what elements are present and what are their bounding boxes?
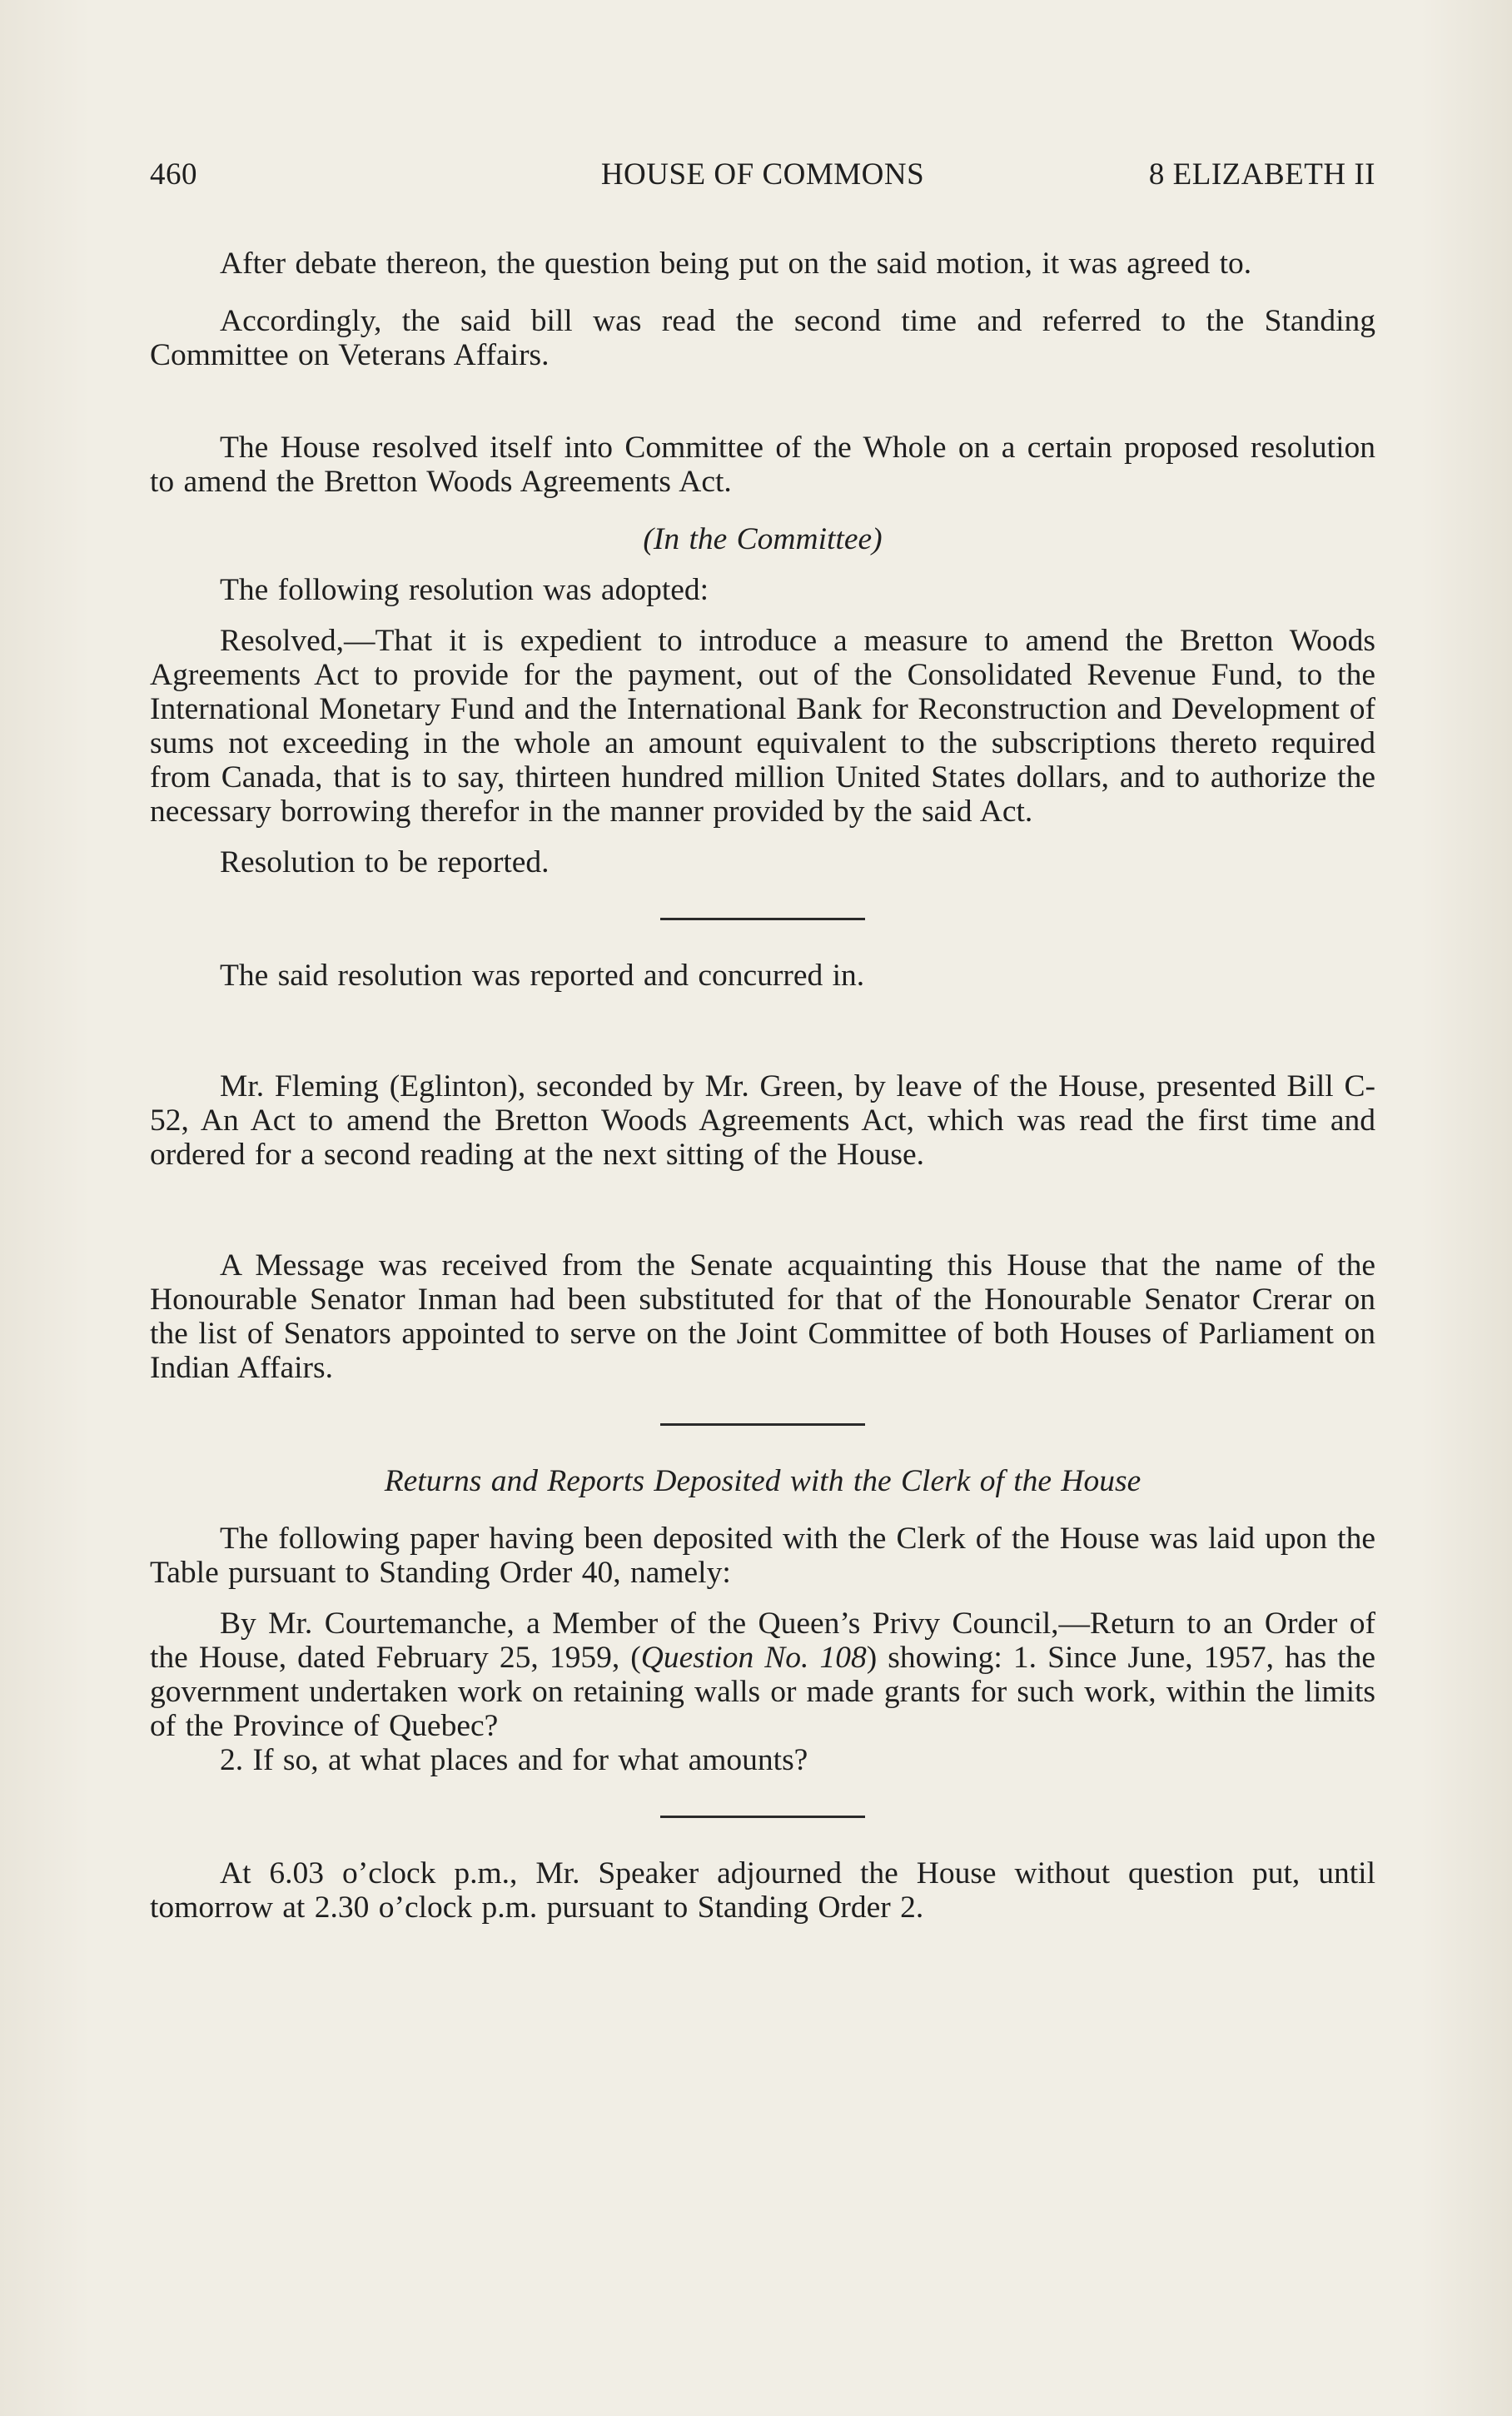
paragraph-debate-agreed: After debate thereon, the question being put on the said motion, it was agreed to.: [220, 247, 1252, 281]
paragraph-senate-message: A Message was received from the Senate acquainting this House that the name of the Honourable Senator Inman had been substituted for that of the Honourable Senator Crerar on the list of Senators appointed to serve on the Joint Committee of both Houses of Parliament on Indian Affairs.: [150, 1248, 1375, 1385]
paragraph-return-courtemanche: [150, 1607, 1375, 1743]
return-text-end: ) showing: 1. Since June, 1957, has the government undertaken work on retaining walls or made grants for such work, within the limits of the Province of Quebec?: [150, 1641, 1375, 1743]
paragraph-resolution-adopted: The following resolution was adopted:: [220, 573, 709, 607]
page-number: 460: [150, 157, 197, 192]
returns-heading: Returns and Reports Deposited with the Clerk of the House: [384, 1464, 1141, 1498]
committee-heading: (In the Committee): [643, 522, 883, 556]
page-header: [150, 157, 1375, 198]
question-number: Question No. 108: [640, 1641, 867, 1675]
paragraph-bill-c52: Mr. Fleming (Eglinton), seconded by Mr. Green, by leave of the House, presented Bill C-52, An Act to amend the Bretton Woods Agreements Act, which was read the first time and ordered for a second reading at the next sitting of the House.: [150, 1069, 1375, 1172]
page-body: [150, 247, 1375, 1925]
return-text-start: By Mr. Courtemanche, a Member of the Queen’s Privy Council,—Return to an Order of the House, dated February 25, 1959, (: [150, 1607, 1375, 1675]
paragraph-paper-deposited: The following paper having been deposited with the Clerk of the House was laid upon the Table pursuant to Standing Order 40, namely:: [150, 1522, 1375, 1590]
paragraph-second-reading: Accordingly, the said bill was read the second time and referred to the Standing Committee on Veterans Affairs.: [150, 304, 1375, 372]
paragraph-question-two: 2. If so, at what places and for what amounts?: [220, 1743, 808, 1777]
running-title: HOUSE OF COMMONS: [600, 157, 925, 192]
paragraph-concurred: The said resolution was reported and concurred in.: [220, 959, 865, 993]
regnal-year: 8 ELIZABETH II: [1148, 157, 1375, 192]
paragraph-committee-whole: The House resolved itself into Committee of the Whole on a certain proposed resolution to amend the Bretton Woods Agreements Act.: [150, 431, 1375, 499]
paragraph-resolved: Resolved,—That it is expedient to introduce a measure to amend the Bretton Woods Agreements Act to provide for the payment, out of the Consolidated Revenue Fund, to the International Monetary Fund and the International Bank for Reconstruction and Development of sums not exceeding in the whole an amount equivalent to the subscriptions thereto required from Canada, that is to say, thirteen hundred million United States dollars, and to authorize the necessary borrowing therefor in the manner provided by the said Act.: [150, 624, 1375, 829]
paragraph-resolution-reported: Resolution to be reported.: [220, 845, 550, 879]
paragraph-adjournment: At 6.03 o’clock p.m., Mr. Speaker adjourned the House without question put, until tomorrow at 2.30 o’clock p.m. pursuant to Standing Order 2.: [150, 1856, 1375, 1925]
